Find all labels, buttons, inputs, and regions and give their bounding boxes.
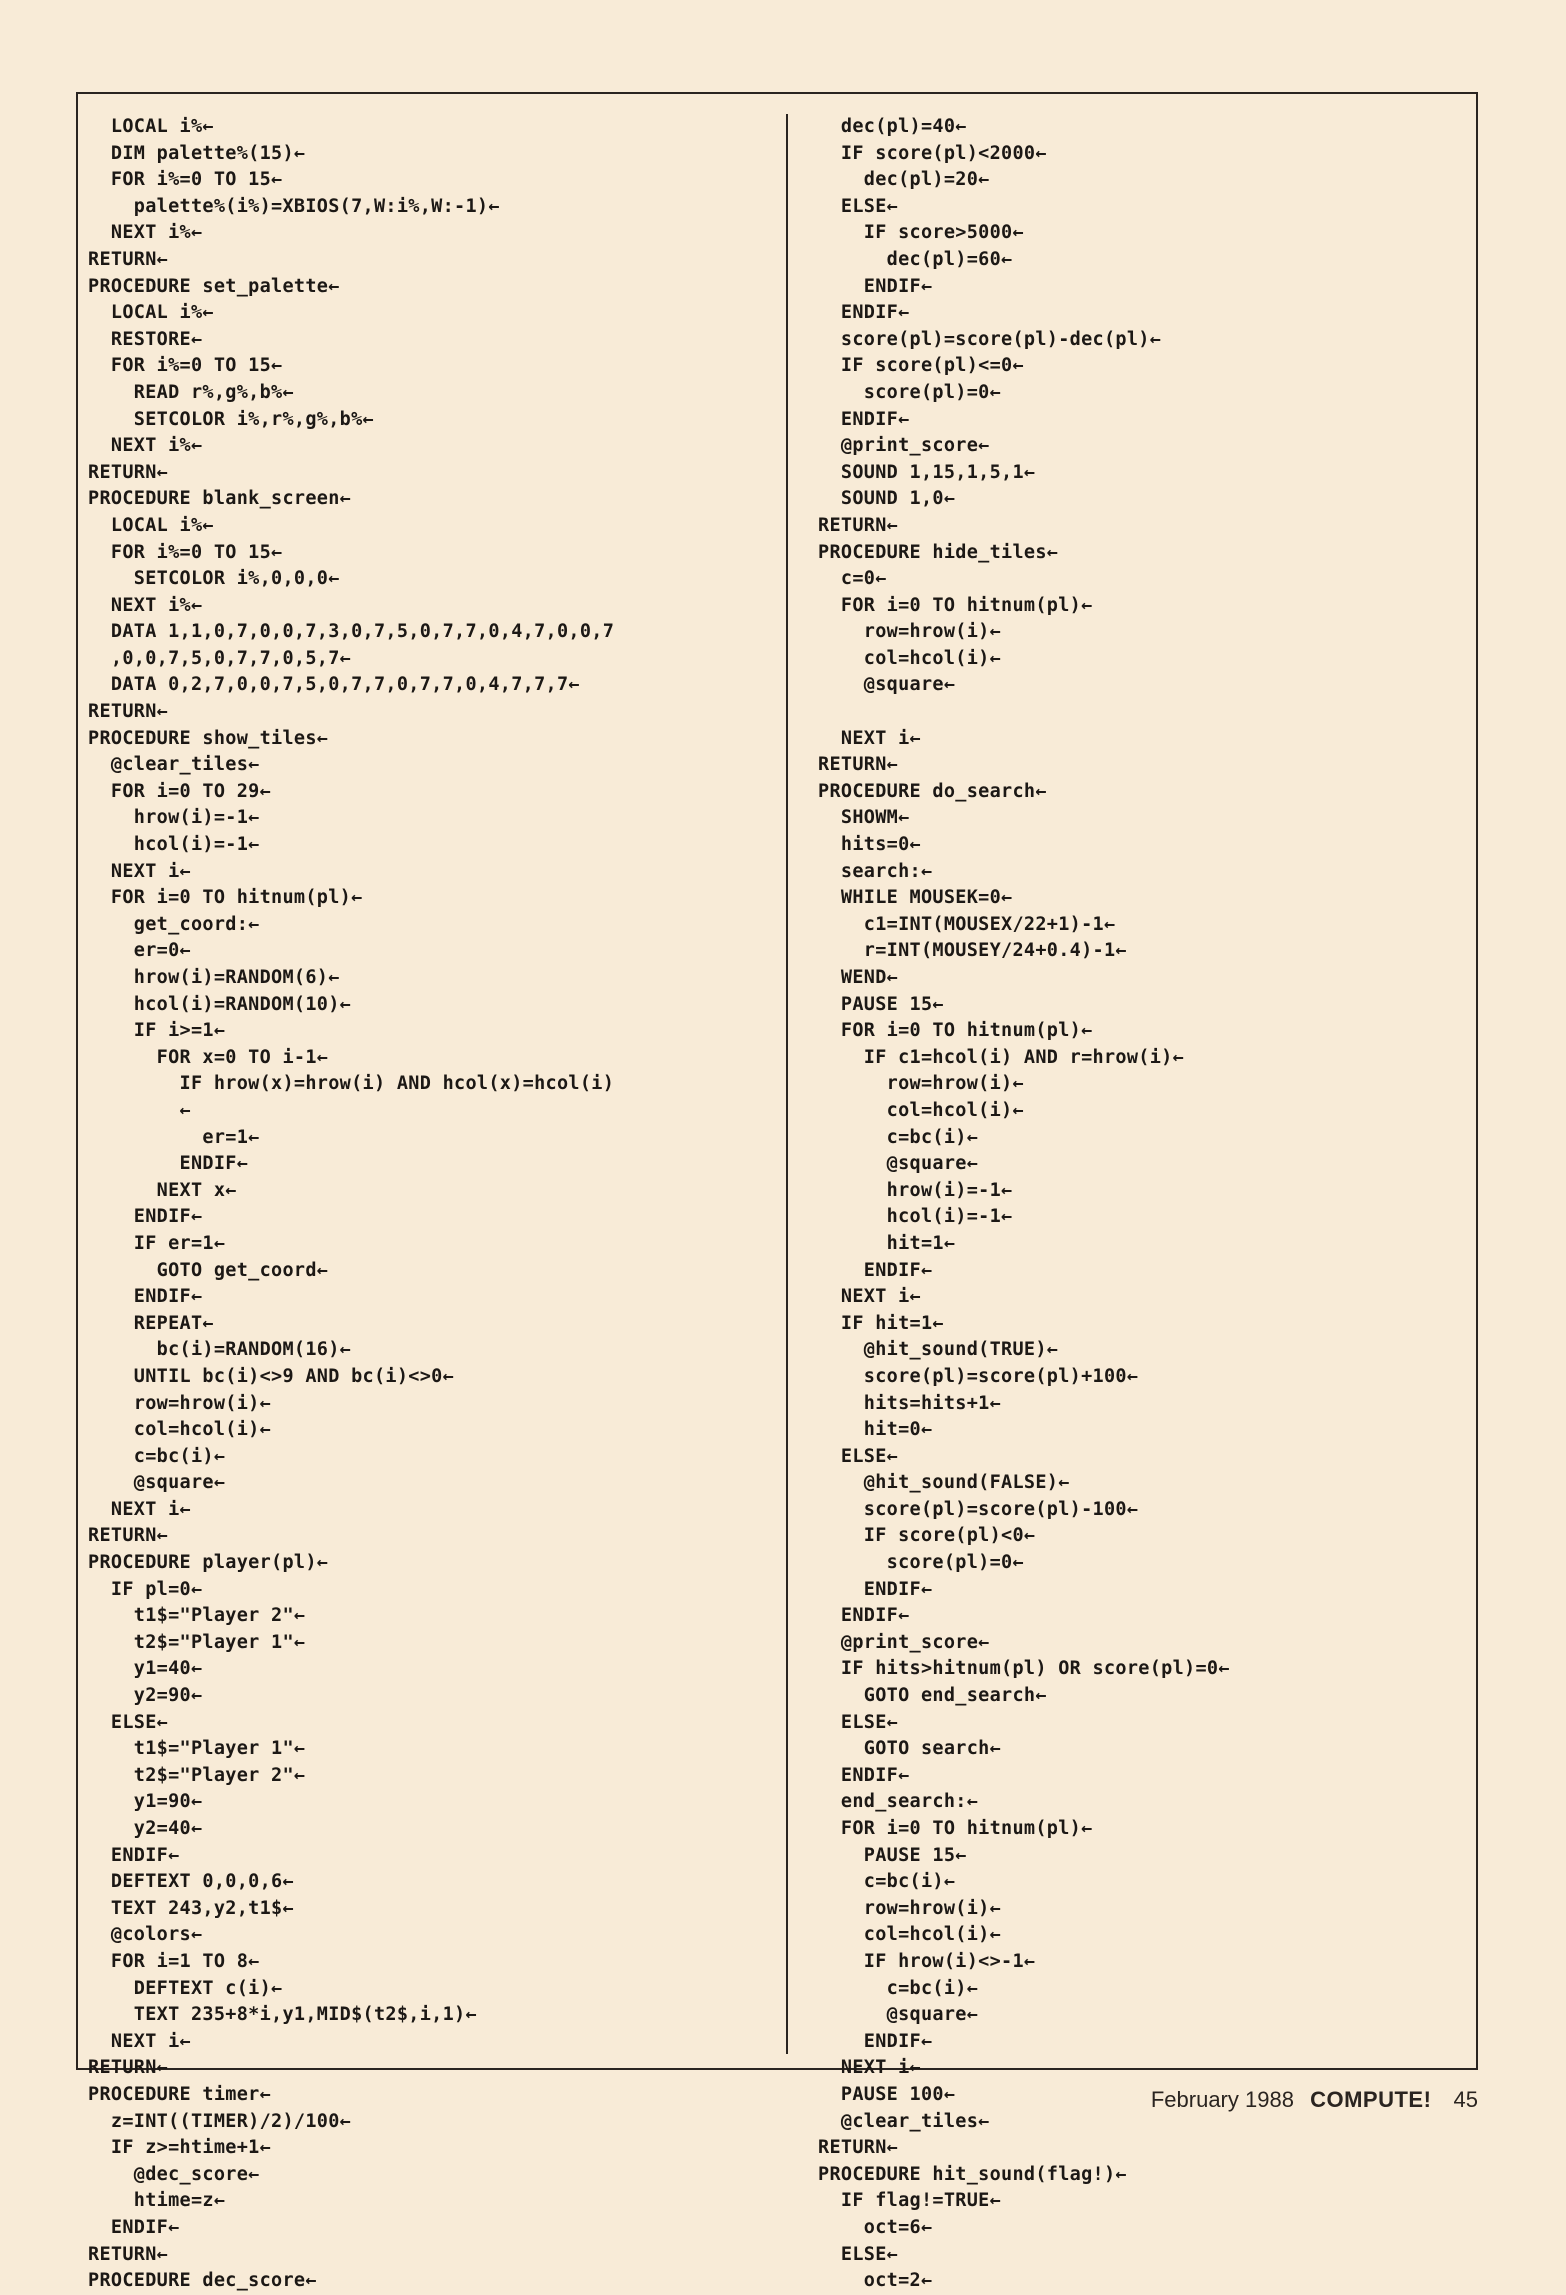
code-line: ELSE← [818,1711,899,1733]
code-line: RESTORE← [88,328,203,350]
code-line: NEXT i← [88,2030,191,2052]
code-line: ENDIF← [88,1153,249,1175]
code-line: WEND← [818,967,899,988]
code-line: IF c1=hcol(i) AND r=hrow(i)← [818,1046,1185,1068]
code-line: RETURN← [88,2243,169,2265]
code-line: @clear_tiles← [818,2110,990,2132]
code-line: FOR i%=0 TO 15← [88,541,283,563]
code-line: PROCEDURE timer← [88,2083,272,2105]
code-line: bc(i)=RANDOM(16)← [88,1339,352,1361]
page-footer [1151,2087,1478,2113]
code-line: RETURN← [88,2057,169,2079]
code-line: ELSE← [88,1711,169,1733]
code-line: NEXT i← [88,1498,191,1520]
code-line: oct=2← [818,2270,933,2292]
code-line: TEXT 243,y2,t1$← [88,1897,294,1919]
code-line: NEXT i← [818,1286,921,1308]
code-line: @hit_sound(FALSE)← [818,1472,1070,1494]
code-line: z=INT((TIMER)/2)/100← [88,2110,352,2132]
code-line: hcol(i)=-1← [88,834,260,856]
code-line: @print_score← [818,435,990,457]
code-line: dec(pl)=60← [818,248,1013,270]
code-line: NEXT i%← [88,222,203,244]
code-line [818,699,1468,726]
code-line: score(pl)=score(pl)-dec(pl)← [818,328,1162,350]
code-line: FOR i%=0 TO 15← [88,169,283,191]
code-line: GOTO get_coord← [88,1259,329,1281]
code-line: er=0← [88,940,191,962]
code-line: get_coord:← [88,913,260,935]
listing-right-column [818,114,1468,2295]
code-line: ELSE← [818,195,899,217]
code-line: PAUSE 100← [818,2083,956,2105]
code-line: IF hits>hitnum(pl) OR score(pl)=0← [818,1658,1230,1680]
code-line: ENDIF← [818,408,910,430]
code-line: IF score>5000← [818,222,1024,244]
code-line: READ r%,g%,b%← [88,381,294,403]
code-line: hcol(i)=-1← [818,1206,1013,1228]
code-line: ← [88,1099,191,1121]
footer-date: February 1988 [1150,2087,1294,2112]
code-line: LOCAL i%← [88,514,214,536]
code-line: t1$="Player 1"← [88,1738,306,1760]
code-line: TEXT 235+8*i,y1,MID$(t2$,i,1)← [88,2004,477,2026]
code-line: c=bc(i)← [818,1977,979,1999]
code-line: PROCEDURE show_tiles← [88,727,329,749]
code-line: NEXT i%← [88,594,203,616]
code-line: ENDIF← [818,1259,933,1281]
code-line: hcol(i)=RANDOM(10)← [88,993,352,1015]
code-line: NEXT i← [818,2057,921,2079]
code-line: FOR i=1 TO 8← [88,1950,260,1972]
code-line: RETURN← [88,701,169,723]
code-line: search:← [818,860,933,882]
code-line: y1=90← [88,1791,203,1813]
code-line: FOR i%=0 TO 15← [88,355,283,377]
code-line: SOUND 1,0← [818,488,956,510]
code-line: DATA 1,1,0,7,0,0,7,3,0,7,5,0,7,7,0,4,7,0,0,7 [88,621,615,643]
code-line: hits=0← [818,834,921,856]
code-line: end_search:← [818,1791,979,1813]
code-line: ENDIF← [818,302,910,324]
code-line: y2=90← [88,1685,203,1707]
code-line: htime=z← [88,2190,226,2212]
code-line: PAUSE 15← [818,993,944,1015]
code-line: GOTO end_search← [818,1685,1047,1707]
code-line: DEFTEXT c(i)← [88,1977,283,1999]
code-line: LOCAL i%← [88,302,214,324]
code-line: IF z>=htime+1← [88,2137,272,2159]
code-line: SHOWM← [818,807,910,829]
code-line: hrow(i)=-1← [818,1179,1013,1201]
code-line: col=hcol(i)← [818,1099,1024,1121]
code-line: @clear_tiles← [88,754,260,776]
code-line: @hit_sound(TRUE)← [818,1339,1059,1361]
code-line: UNTIL bc(i)<>9 AND bc(i)<>0← [88,1365,455,1387]
code-line: PROCEDURE hit_sound(flag!)← [818,2163,1127,2185]
code-line: hit=1← [818,1232,956,1254]
code-line: PROCEDURE dec_score← [88,2270,317,2292]
code-line: col=hcol(i)← [818,647,1002,669]
code-line: ENDIF← [818,2030,933,2052]
code-line: REPEAT← [88,1312,214,1334]
code-line: DIM palette%(15)← [88,142,306,164]
code-line: IF score(pl)<=0← [818,355,1024,377]
code-line: PROCEDURE set_palette← [88,275,340,297]
code-line: y2=40← [88,1818,203,1839]
code-line: GOTO search← [818,1738,1002,1760]
code-line: row=hrow(i)← [88,1392,272,1414]
code-line: NEXT x← [88,1179,237,1201]
code-line: @square← [88,1472,226,1494]
code-line: t1$="Player 2"← [88,1605,306,1627]
code-line: RETURN← [818,754,899,776]
code-line: ENDIF← [818,1605,910,1627]
code-line: @colors← [88,1924,203,1946]
code-line: DATA 0,2,7,0,0,7,5,0,7,7,0,7,7,0,4,7,7,7← [88,674,580,696]
code-line: c1=INT(MOUSEX/22+1)-1← [818,913,1116,935]
code-line: er=1← [88,1126,260,1148]
code-line: PROCEDURE hide_tiles← [818,541,1059,563]
code-line: FOR x=0 TO i-1← [88,1046,329,1068]
code-line: r=INT(MOUSEY/24+0.4)-1← [818,940,1127,962]
code-line: oct=6← [818,2216,933,2238]
code-line: SETCOLOR i%,r%,g%,b%← [88,408,374,430]
code-line: score(pl)=0← [818,1552,1024,1574]
page-number: 45 [1453,2087,1478,2112]
code-line: c=0← [818,568,887,590]
code-line: ELSE← [818,1445,899,1467]
code-line: IF hit=1← [818,1312,944,1334]
code-line: IF flag!=TRUE← [818,2190,1002,2212]
code-line: RETURN← [818,2137,899,2159]
code-line: t2$="Player 2"← [88,1764,306,1786]
code-line: @square← [818,674,956,696]
code-line: ENDIF← [818,275,933,297]
code-line: hrow(i)=-1← [88,807,260,829]
code-line: hits=hits+1← [818,1392,1002,1414]
code-line: ENDIF← [818,1764,910,1786]
code-line: @square← [818,1153,979,1175]
code-line: palette%(i%)=XBIOS(7,W:i%,W:-1)← [88,195,500,217]
code-line: FOR i=0 TO hitnum(pl)← [818,1818,1093,1839]
code-line: row=hrow(i)← [818,621,1002,643]
code-line: hrow(i)=RANDOM(6)← [88,967,340,988]
code-line: NEXT i← [818,727,921,749]
code-line: IF score(pl)<0← [818,1525,1036,1547]
code-line: ENDIF← [88,2216,180,2238]
code-line: score(pl)=score(pl)+100← [818,1365,1139,1387]
code-line: RETURN← [88,1525,169,1547]
code-line: FOR i=0 TO 29← [88,780,272,802]
code-line: SOUND 1,15,1,5,1← [818,461,1036,483]
code-line: NEXT i%← [88,435,203,457]
code-line: PAUSE 15← [818,1844,967,1866]
code-line: ENDIF← [818,1578,933,1600]
code-line: hit=0← [818,1419,933,1441]
code-line: @dec_score← [88,2163,260,2185]
code-line: ,0,0,7,5,0,7,7,0,5,7← [88,647,352,669]
code-line: c=bc(i)← [818,1126,979,1148]
code-line: RETURN← [818,514,899,536]
code-line: IF er=1← [88,1232,226,1254]
code-line: IF hrow(i)<>-1← [818,1950,1036,1972]
column-divider [786,114,788,2054]
code-line: col=hcol(i)← [88,1419,272,1441]
code-line: ENDIF← [88,1206,203,1228]
code-line: RETURN← [88,248,169,270]
code-line: row=hrow(i)← [818,1073,1024,1095]
code-line: LOCAL i%← [88,116,214,137]
code-line: PROCEDURE player(pl)← [88,1552,329,1574]
code-line: @square← [818,2004,979,2026]
code-line: FOR i=0 TO hitnum(pl)← [818,1020,1093,1042]
code-line: IF hrow(x)=hrow(i) AND hcol(x)=hcol(i) [88,1073,615,1095]
code-line: NEXT i← [88,860,191,882]
code-line: dec(pl)=40← [818,116,967,137]
code-line: row=hrow(i)← [818,1897,1002,1919]
code-line: FOR i=0 TO hitnum(pl)← [818,594,1093,616]
code-line: ELSE← [818,2243,899,2265]
code-line: FOR i=0 TO hitnum(pl)← [88,887,363,909]
code-line: t2$="Player 1"← [88,1631,306,1653]
code-line: WHILE MOUSEK=0← [818,887,1013,909]
code-line: DEFTEXT 0,0,0,6← [88,1871,294,1893]
code-line: IF i>=1← [88,1020,226,1042]
code-line: PROCEDURE blank_screen← [88,488,352,510]
code-line: ENDIF← [88,1286,203,1308]
code-line: RETURN← [88,461,169,483]
code-line: PROCEDURE do_search← [818,780,1047,802]
code-line: IF pl=0← [88,1578,203,1600]
code-line: ENDIF← [88,1844,180,1866]
code-line: SETCOLOR i%,0,0,0← [88,568,340,590]
code-line: col=hcol(i)← [818,1924,1002,1946]
code-line: c=bc(i)← [818,1871,956,1893]
code-line: @print_score← [818,1631,990,1653]
code-line: dec(pl)=20← [818,169,990,191]
code-line: IF score(pl)<2000← [818,142,1047,164]
code-line: score(pl)=score(pl)-100← [818,1498,1139,1520]
listing-left-column [88,114,778,2295]
footer-magazine: COMPUTE! [1310,2087,1432,2112]
code-line: y1=40← [88,1658,203,1680]
code-line: c=bc(i)← [88,1445,226,1467]
code-line: score(pl)=0← [818,381,1002,403]
